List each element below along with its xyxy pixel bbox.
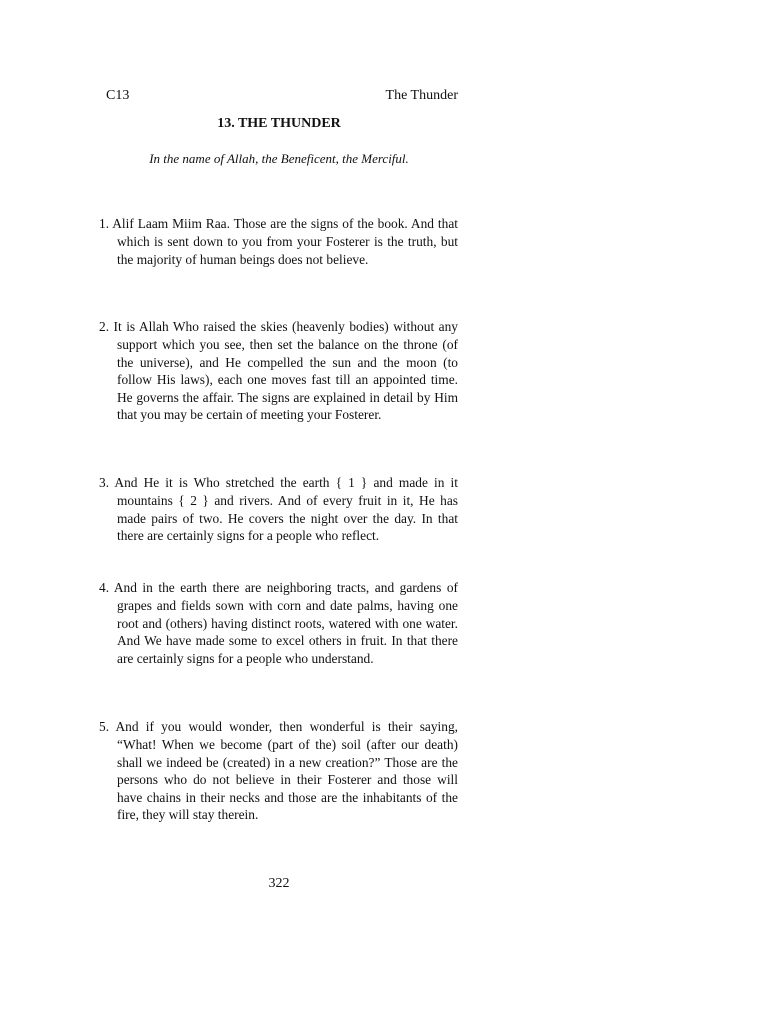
verse-4: 4. And in the earth there are neighboring tracts, and gardens of grapes and fields sown with corn and date palms, having one root and (others) having distinct roots, watered with one water. And We have made some to excel others in fruit. In that there are certainly signs for a people who understand. [99, 580, 458, 666]
page-number: 322 [268, 876, 290, 891]
chapter-title: 13. THE THUNDER [217, 116, 341, 131]
chapter-code: C13 [106, 88, 130, 103]
verse-5: 5. And if you would wonder, then wonderful is their saying, “What! When we become (part of the) soil (after our death) shall we indeed be (created) in a new creation?” Those are the persons who do not believe in their Fosterer and those will have chains in their necks and those are the inhabitants of the fire, they will stay therein. [99, 719, 458, 823]
verse-1: 1. Alif Laam Miim Raa. Those are the signs of the book. And that which is sent down to you from your Fosterer is the truth, but the majority of human beings does not believe. [99, 216, 458, 267]
running-title: The Thunder [385, 88, 458, 103]
invocation: In the name of Allah, the Beneficent, the Merciful. [149, 151, 409, 166]
verse-2: 2. It is Allah Who raised the skies (heavenly bodies) without any support which you see, then set the balance on the throne (of the universe), and He compelled the sun and the moon (to follow His laws), each one moves fast till an appointed time. He governs the affair. The signs are explained in detail by Him that you may be certain of meeting your Fosterer. [99, 319, 458, 423]
verse-3: 3. And He it is Who stretched the earth { 1 } and made in it mountains { 2 } and rivers. And of every fruit in it, He has made pairs of two. He covers the night over the day. In that there are certainly signs for a people who reflect. [99, 475, 458, 544]
